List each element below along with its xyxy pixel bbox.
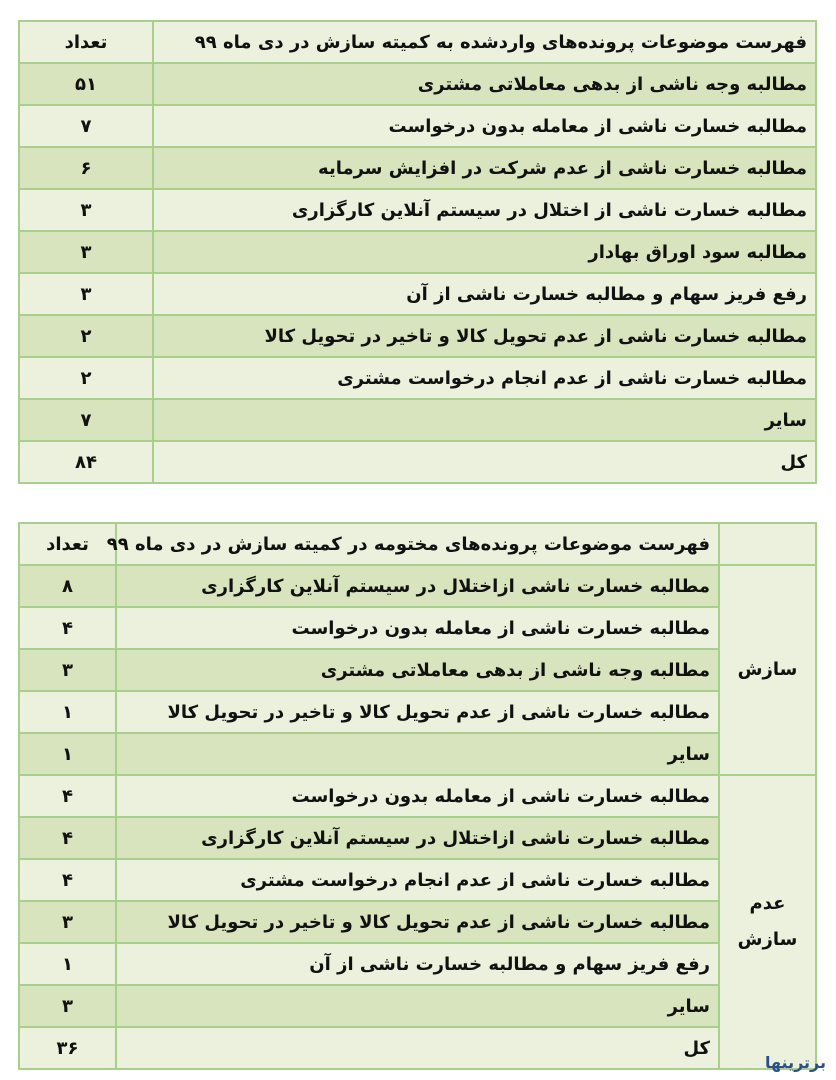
- row-label: مطالبه خسارت ناشی از عدم انجام درخواست مشتری: [153, 357, 816, 399]
- row-count: ۴: [19, 859, 116, 901]
- total-count: ۳۶: [19, 1027, 116, 1069]
- row-count: ۴: [19, 775, 116, 817]
- table-row: [19, 775, 816, 817]
- table-row: [19, 273, 816, 315]
- group-name-line2: سازش: [737, 929, 798, 950]
- group-header-empty: [719, 523, 816, 565]
- row-label: مطالبه خسارت ناشی ازاختلال در سیستم آنلاین کارگزاری: [116, 565, 719, 607]
- incoming-cases-table: [18, 20, 817, 484]
- table-row: [19, 649, 816, 691]
- row-label: مطالبه خسارت ناشی از عدم تحویل کالا و تاخیر در تحویل کالا: [116, 901, 719, 943]
- table-title: فهرست موضوعات پرونده‌های واردشده به کمیته سازش در دی ماه ۹۹: [153, 21, 816, 63]
- row-label: مطالبه وجه ناشی از بدهی معاملاتی مشتری: [116, 649, 719, 691]
- row-count: ۴: [19, 607, 116, 649]
- group-name: سازش: [737, 659, 798, 680]
- row-count: ۲: [19, 315, 153, 357]
- table-row: [19, 565, 816, 607]
- table-row: [19, 817, 816, 859]
- row-label: مطالبه خسارت ناشی ازاختلال در سیستم آنلاین کارگزاری: [116, 817, 719, 859]
- table-row: [19, 943, 816, 985]
- row-label: مطالبه خسارت ناشی از معامله بدون درخواست: [116, 775, 719, 817]
- row-label: مطالبه خسارت ناشی از عدم انجام درخواست مشتری: [116, 859, 719, 901]
- table-row: [19, 105, 816, 147]
- row-label: مطالبه خسارت ناشی از معامله بدون درخواست: [116, 607, 719, 649]
- row-label: مطالبه وجه ناشی از بدهی معاملاتی مشتری: [153, 63, 816, 105]
- row-label: مطالبه خسارت ناشی از اختلال در سیستم آنلاین کارگزاری: [153, 189, 816, 231]
- table-row: [19, 357, 816, 399]
- table-row: [19, 691, 816, 733]
- total-label: کل: [116, 1027, 719, 1069]
- row-count: ۶: [19, 147, 153, 189]
- count-header: تعداد: [19, 21, 153, 63]
- table-row: [19, 189, 816, 231]
- table-row: [19, 733, 816, 775]
- row-label: سایر: [116, 985, 719, 1027]
- table-row: [19, 315, 816, 357]
- row-count: ۸: [19, 565, 116, 607]
- row-count: ۳: [19, 273, 153, 315]
- row-count: ۱: [19, 943, 116, 985]
- row-count: ۷: [19, 105, 153, 147]
- table-row: [19, 901, 816, 943]
- table-header-row: [19, 21, 816, 63]
- table-row: [19, 231, 816, 273]
- row-label: سایر: [116, 733, 719, 775]
- row-label: مطالبه خسارت ناشی از معامله بدون درخواست: [153, 105, 816, 147]
- row-count: ۲: [19, 357, 153, 399]
- row-count: ۷: [19, 399, 153, 441]
- table-row: [19, 607, 816, 649]
- row-count: ۳: [19, 649, 116, 691]
- row-label: رفع فریز سهام و مطالبه خسارت ناشی از آن: [116, 943, 719, 985]
- row-count: ۳: [19, 189, 153, 231]
- watermark-logo: برترینها: [764, 1053, 826, 1072]
- closed-cases-table: [18, 522, 817, 1070]
- total-label: کل: [153, 441, 816, 483]
- row-count: ۵۱: [19, 63, 153, 105]
- table-row: [19, 859, 816, 901]
- table-header-row: [19, 523, 816, 565]
- row-label: مطالبه سود اوراق بهادار: [153, 231, 816, 273]
- row-label: مطالبه خسارت ناشی از عدم تحویل کالا و تاخیر در تحویل کالا: [116, 691, 719, 733]
- row-count: ۱: [19, 691, 116, 733]
- table-title: فهرست موضوعات پرونده‌های مختومه در کمیته سازش در دی ماه ۹۹: [116, 523, 719, 565]
- count-header: تعداد: [19, 523, 116, 565]
- row-label: سایر: [153, 399, 816, 441]
- row-count: ۱: [19, 733, 116, 775]
- table-row: [19, 63, 816, 105]
- row-count: ۴: [19, 817, 116, 859]
- row-label: مطالبه خسارت ناشی از عدم شرکت در افزایش سرمایه: [153, 147, 816, 189]
- total-row: [19, 441, 816, 483]
- group-label-settled: [719, 565, 816, 775]
- row-count: ۳: [19, 901, 116, 943]
- group-name-line1: عدم: [749, 893, 786, 914]
- table-row: [19, 985, 816, 1027]
- table-row: [19, 399, 816, 441]
- table-row: [19, 147, 816, 189]
- row-label: مطالبه خسارت ناشی از عدم تحویل کالا و تاخیر در تحویل کالا: [153, 315, 816, 357]
- total-row: [19, 1027, 816, 1069]
- row-count: ۳: [19, 231, 153, 273]
- row-label: رفع فریز سهام و مطالبه خسارت ناشی از آن: [153, 273, 816, 315]
- group-label-unsettled: [719, 775, 816, 1069]
- total-count: ۸۴: [19, 441, 153, 483]
- row-count: ۳: [19, 985, 116, 1027]
